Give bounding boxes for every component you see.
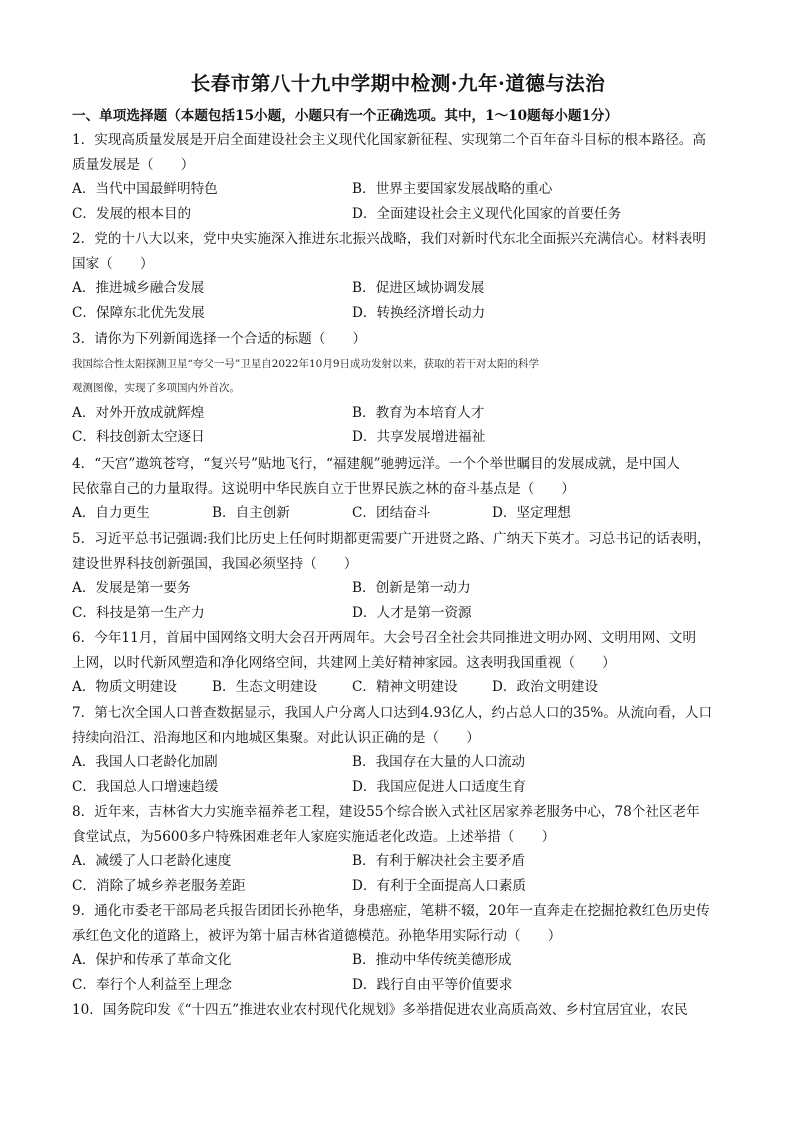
option-c[interactable]: C．科技创新太空逐日	[72, 429, 205, 445]
question-stem: 2．党的十八大以来，党中央实施深入推进东北振兴战略，我们对新时代东北全面振兴充满信心。材料表明	[72, 231, 706, 247]
question-stem: 4．“天宫”遨筑苍穹，“复兴号”贴地飞行，“福建舰”驰骋远洋。一个个举世瞩目的发展成就，是中国人	[72, 456, 680, 472]
question-stem: 上网，以时代新风塑造和净化网络空间，共建网上美好精神家园。这表明我国重视（ ）	[72, 654, 616, 671]
option-a[interactable]: A．物质文明建设	[72, 679, 177, 695]
question-stem: 民依靠自己的力量取得。这说明中华民族自立于世界民族之林的奋斗基点是（ ）	[72, 480, 575, 497]
option-b[interactable]: B．有利于解决社会主要矛盾	[352, 853, 526, 869]
option-a[interactable]: A．我国人口老龄化加剧	[72, 754, 218, 770]
option-a[interactable]: A．推进城乡融合发展	[72, 280, 205, 296]
option-b[interactable]: B．创新是第一动力	[352, 580, 471, 596]
option-a[interactable]: A．当代中国最鲜明特色	[72, 181, 218, 197]
question-stem: 5．习近平总书记强调:我们比历史上任何时期都更需要广开进贤之路、广纳天下英才。习总书记的话表明，	[72, 531, 711, 547]
question-stem: 9．通化市委老干部局老兵报告团团长孙艳华，身患癌症，笔耕不辍，20年一直奔走在挖掘抢救红色历史传	[72, 903, 710, 919]
question-6	[72, 626, 732, 700]
option-d[interactable]: D．我国应促进人口适度生育	[352, 778, 527, 795]
question-stem: 持续向沿江、沿海地区和内地城区集聚。对此认识正确的是（ ）	[72, 729, 480, 746]
option-b[interactable]: B．推动中华传统美德形成	[352, 952, 512, 968]
option-d[interactable]: D．共享发展增进福祉	[352, 429, 486, 445]
news-material: 观测图像，实现了多项国内外首次。	[72, 382, 240, 394]
question-9	[72, 899, 732, 997]
option-b[interactable]: B．生态文明建设	[212, 679, 318, 695]
question-stem: 建设世界科技创新强国，我国必须坚持（ ）	[72, 555, 358, 572]
option-d[interactable]: D．人才是第一资源	[352, 604, 472, 621]
question-stem: 3．请你为下列新闻选择一个合适的标题（ ）	[72, 331, 367, 347]
option-b[interactable]: B．自主创新	[212, 505, 290, 521]
option-a[interactable]: A．发展是第一要务	[72, 580, 191, 596]
question-stem: 国家（ ）	[72, 255, 154, 272]
option-c[interactable]: C．科技是第一生产力	[72, 604, 205, 621]
option-d[interactable]: D．政治文明建设	[492, 679, 599, 695]
option-c[interactable]: C．奉行个人利益至上理念	[72, 976, 232, 993]
option-c[interactable]: C．发展的根本目的	[72, 205, 192, 222]
question-stem: 食堂试点，为5600多户特殊困难老年人家庭实施适老化改造。上述举措（ ）	[72, 828, 556, 845]
question-2	[72, 227, 732, 325]
question-4	[72, 452, 732, 526]
option-c[interactable]: C．保障东北优先发展	[72, 304, 205, 321]
option-d[interactable]: D．全面建设社会主义现代化国家的首要任务	[352, 205, 622, 222]
section-header: 一、单项选择题（本题包括15小题，小题只有一个正确选项。其中，1～10题每小题1分）	[72, 108, 619, 124]
option-d[interactable]: D．有利于全面提高人口素质	[352, 877, 527, 894]
question-1	[72, 128, 732, 226]
news-material: 我国综合性太阳探测卫星“夸父一号”卫星自2022年10月9日成功发射以来，获取的若干对太阳的科学	[72, 357, 539, 370]
question-3	[72, 327, 732, 450]
exam-title: 长春市第八十九中学期中检测·九年·道德与法治	[190, 72, 606, 95]
option-d[interactable]: D．坚定理想	[492, 505, 571, 521]
question-10	[72, 998, 732, 1023]
question-7	[72, 701, 732, 799]
question-stem: 10．国务院印发《“十四五”推进农业农村现代化规划》多举措促进农业高质高效、乡村宜居宜业，农民	[72, 1002, 688, 1018]
option-c[interactable]: C．消除了城乡养老服务差距	[72, 877, 246, 894]
question-stem: 质量发展是（ ）	[72, 156, 195, 173]
option-b[interactable]: B．世界主要国家发展战略的重心	[352, 181, 553, 197]
option-a[interactable]: A．保护和传承了革命文化	[72, 952, 232, 968]
option-d[interactable]: D．转换经济增长动力	[352, 304, 486, 321]
option-c[interactable]: C．精神文明建设	[352, 679, 458, 695]
question-stem: 承红色文化的道路上，被评为第十届吉林省道德模范。孙艳华用实际行动（ ）	[72, 927, 562, 944]
question-5	[72, 527, 732, 625]
option-a[interactable]: A．对外开放成就辉煌	[72, 404, 205, 421]
option-d[interactable]: D．践行自由平等价值要求	[352, 976, 513, 993]
option-a[interactable]: A．自力更生	[72, 505, 150, 521]
option-b[interactable]: B．我国存在大量的人口流动	[352, 754, 526, 770]
option-a[interactable]: A．减缓了人口老龄化速度	[72, 853, 232, 869]
question-stem: 6．今年11月，首届中国网络文明大会召开两周年。大会号召全社会共同推进文明办网、文明用网、文明	[72, 630, 697, 646]
question-8	[72, 800, 732, 898]
option-c[interactable]: C．我国总人口增速趋缓	[72, 778, 219, 795]
option-b[interactable]: B．教育为本培育人才	[352, 404, 485, 421]
question-stem: 7．第七次全国人口普查数据显示，我国人户分离人口达到4.93亿人，约占总人口的35%。从流向看，人口	[72, 705, 713, 721]
question-stem: 1．实现高质量发展是开启全面建设社会主义现代化国家新征程、实现第二个百年奋斗目标的根本路径。高	[72, 132, 706, 148]
question-stem: 8．近年来，吉林省大力实施幸福养老工程，建设55个综合嵌入式社区居家养老服务中心，78个社区老年	[72, 804, 700, 820]
option-c[interactable]: C．团结奋斗	[352, 505, 431, 521]
option-b[interactable]: B．促进区域协调发展	[352, 280, 485, 296]
